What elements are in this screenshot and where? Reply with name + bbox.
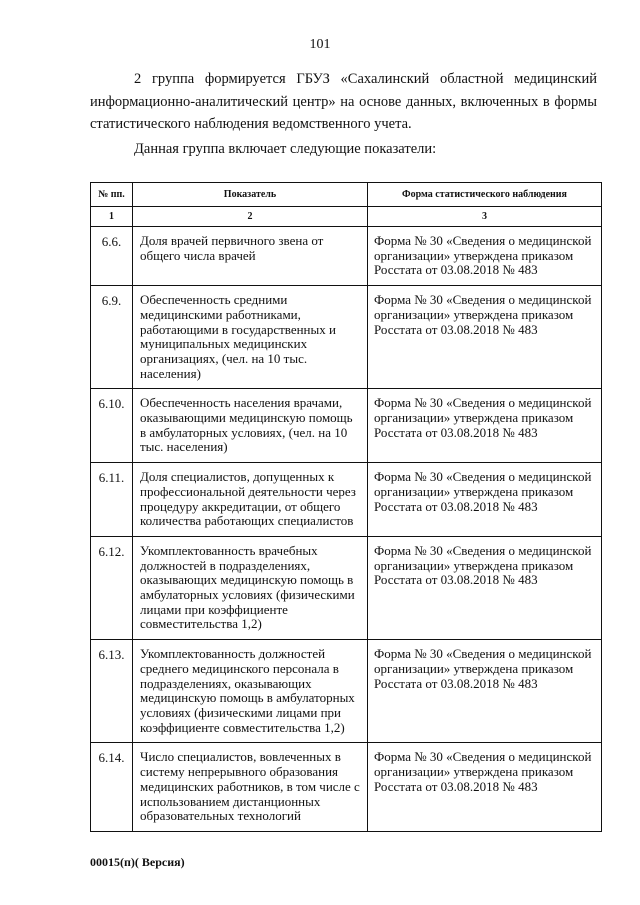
- header-form: Форма статистического наблюдения: [368, 183, 602, 207]
- table-row: [91, 389, 602, 463]
- row-indicator: Обеспеченность средними медицинскими работниками, работающими в государственных и муниципальных медицинских организациях, (чел. на 10 тыс. населения): [133, 286, 368, 389]
- row-form: Форма № 30 «Сведения о медицинской организации» утверждена приказом Росстата от 03.08.2018 № 483: [368, 463, 602, 537]
- header-indicator: Показатель: [133, 183, 368, 207]
- table-header-row: [91, 183, 602, 207]
- row-indicator: Число специалистов, вовлеченных в систему непрерывного образования медицинских работников, в том числе с использованием дистанционных образовательных технологий: [133, 743, 368, 832]
- table-row: [91, 536, 602, 639]
- page-number: 101: [309, 37, 331, 52]
- row-form: Форма № 30 «Сведения о медицинской организации» утверждена приказом Росстата от 03.08.2018 № 483: [368, 536, 602, 639]
- row-indicator: Укомплектованность врачебных должностей в подразделениях, оказывающих медицинскую помощь в амбулаторных условиях (физическими лицами при коэффициенте совместительства 1,2): [133, 536, 368, 639]
- row-number: 6.13.: [91, 640, 133, 743]
- indicators-table: [90, 182, 602, 832]
- table-row: [91, 640, 602, 743]
- intro-paragraph: 2 группа формируется ГБУЗ «Сахалинский областной медицинский информационно-аналитический центр» на основе данных, включенных в формы статистического наблюдения ведомственного учета.: [90, 71, 597, 132]
- footer-version: 00015(п)( Версия): [90, 855, 185, 869]
- row-indicator: Доля врачей первичного звена от общего числа врачей: [133, 227, 368, 286]
- header-number: № пп.: [91, 183, 133, 207]
- table-row: [91, 463, 602, 537]
- column-number: 1: [91, 207, 133, 227]
- row-number: 6.6.: [91, 227, 133, 286]
- column-number: 2: [133, 207, 368, 227]
- row-number: 6.9.: [91, 286, 133, 389]
- row-form: Форма № 30 «Сведения о медицинской организации» утверждена приказом Росстата от 03.08.2018 № 483: [368, 286, 602, 389]
- intro-text: [90, 68, 597, 160]
- row-form: Форма № 30 «Сведения о медицинской организации» утверждена приказом Росстата от 03.08.2018 № 483: [368, 227, 602, 286]
- row-number: 6.10.: [91, 389, 133, 463]
- column-number: 3: [368, 207, 602, 227]
- row-number: 6.14.: [91, 743, 133, 832]
- row-number: 6.11.: [91, 463, 133, 537]
- row-form: Форма № 30 «Сведения о медицинской организации» утверждена приказом Росстата от 03.08.2018 № 483: [368, 743, 602, 832]
- row-number: 6.12.: [91, 536, 133, 639]
- row-indicator: Обеспеченность населения врачами, оказывающими медицинскую помощь в амбулаторных условиях, (чел. на 10 тыс. населения): [133, 389, 368, 463]
- intro-lead: Данная группа включает следующие показатели:: [134, 140, 437, 157]
- table-row: [91, 227, 602, 286]
- table-row: [91, 286, 602, 389]
- table-row: [91, 743, 602, 832]
- row-form: Форма № 30 «Сведения о медицинской организации» утверждена приказом Росстата от 03.08.2018 № 483: [368, 389, 602, 463]
- row-indicator: Укомплектованность должностей среднего медицинского персонала в подразделениях, оказывающих медицинскую помощь в амбулаторных условиях (физическими лицами при коэффициенте совместительства 1,2): [133, 640, 368, 743]
- row-form: Форма № 30 «Сведения о медицинской организации» утверждена приказом Росстата от 03.08.2018 № 483: [368, 640, 602, 743]
- column-number-row: [91, 207, 602, 227]
- row-indicator: Доля специалистов, допущенных к профессиональной деятельности через процедуру аккредитации, от общего количества работающих специалистов: [133, 463, 368, 537]
